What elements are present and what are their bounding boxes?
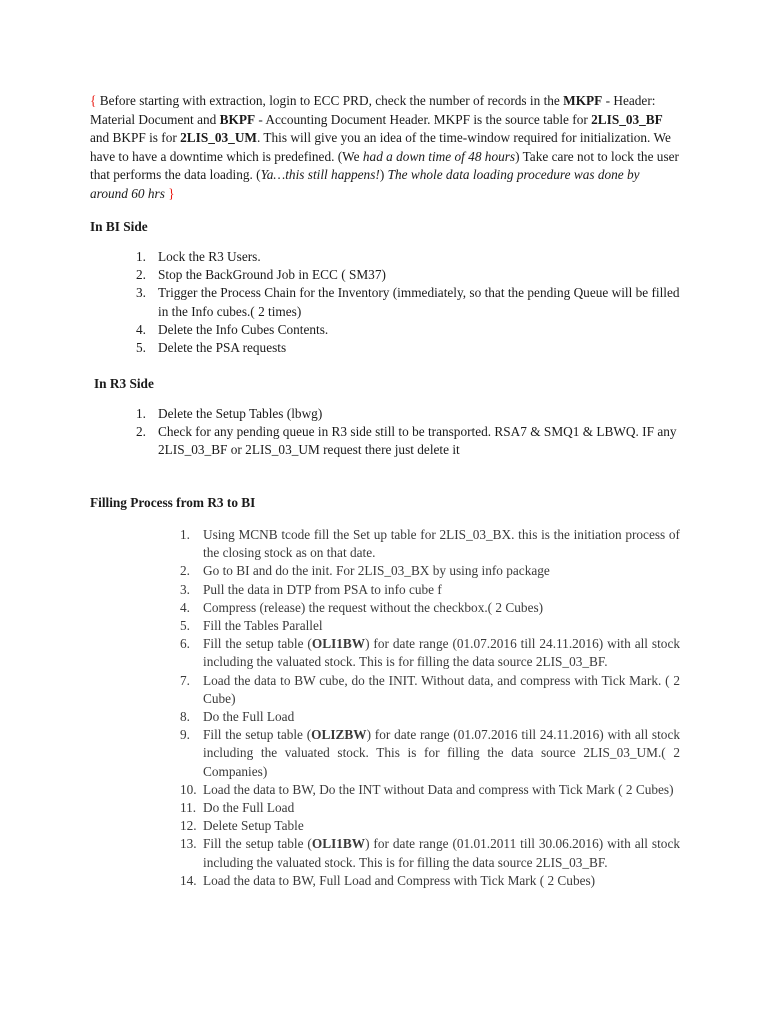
filling-process-list — [180, 526, 680, 890]
heading-bi-side: In BI Side — [90, 219, 148, 234]
list-item: 2. Check for any pending queue in R3 side still to be transported. RSA7 & SMQ1 & LBWQ. IF any 2LIS_03_BF or 2LIS_03_UM request there just delete it — [136, 424, 677, 458]
list-item: 3. Pull the data in DTP from PSA to info cube f — [180, 581, 442, 597]
intro-bold-2lis-um: 2LIS_03_UM — [180, 130, 257, 146]
list-item: 3. Trigger the Process Chain for the Inventory (immediately, so that the pending Queue will be filled in the Info cubes.( 2 times) — [136, 285, 680, 319]
list-item: 1. Lock the R3 Users. — [136, 249, 261, 264]
intro-italic-happens: Ya…this still happens! — [260, 167, 380, 183]
heading-r3-side: In R3 Side — [94, 376, 154, 391]
list-item: 6. Fill the setup table (OLI1BW) for date range (01.07.2016 till 24.11.2016) with all stock including the valuated stock. This is for filling the data source 2LIS_03_BF. — [180, 636, 681, 670]
list-item: 2. Stop the BackGround Job in ECC ( SM37) — [136, 267, 386, 283]
list-item: 11. Do the Full Load — [180, 800, 295, 816]
intro-italic-downtime: had a down time of 48 hours — [362, 148, 516, 164]
list-item: 8. Do the Full Load — [180, 709, 295, 725]
intro-text-6: ) Take care not to lock the user that performs the data loading. ( — [90, 148, 679, 183]
open-brace: { — [90, 93, 97, 108]
list-item: 4. Delete the Info Cubes Contents. — [136, 321, 329, 337]
intro-bold-mkpf: MKPF — [563, 93, 603, 108]
intro-bold-bkpf: BKPF — [219, 111, 256, 127]
r3-side-list — [136, 405, 681, 460]
intro-bold-2lis-bf: 2LIS_03_BF — [591, 111, 663, 127]
list-item: 9. Fill the setup table (OLIZBW) for date range (01.07.2016 till 24.11.2016) with all stock including the valuated stock. This is for filling the data source 2LIS_03_UM.( 2 Companies) — [180, 727, 680, 779]
list-item: 1. Using MCNB tcode fill the Set up table for 2LIS_03_BX. this is the initiation process of the closing stock as on that date. — [180, 527, 680, 561]
close-brace: } — [164, 185, 175, 201]
intro-text-4: and BKPF is for — [90, 130, 181, 146]
list-item: 12. Delete Setup Table — [180, 818, 304, 834]
list-item: 7. Load the data to BW cube, do the INIT. Without data, and compress with Tick Mark. ( 2 Cube) — [180, 672, 680, 706]
intro-paragraph — [90, 92, 680, 204]
list-item: 5. Fill the Tables Parallel — [180, 618, 323, 634]
bi-side-list — [136, 248, 681, 357]
list-item: 4. Compress (release) the request without the checkbox.( 2 Cubes) — [180, 599, 544, 615]
intro-text-2: - Header: Material Document and — [90, 93, 656, 127]
list-item: 5. Delete the PSA requests — [136, 340, 287, 356]
intro-italic-procedure: The whole data loading procedure was done by around 60 hrs — [90, 167, 640, 201]
list-item: 10. Load the data to BW, Do the INT without Data and compress with Tick Mark ( 2 Cubes) — [180, 781, 674, 797]
intro-text-7: ) — [379, 167, 388, 183]
heading-filling-process: Filling Process from R3 to BI — [90, 495, 256, 510]
list-item: 14. Load the data to BW, Full Load and Compress with Tick Mark ( 2 Cubes) — [180, 872, 596, 888]
list-item: 2. Go to BI and do the init. For 2LIS_03_BX by using info package — [180, 563, 550, 579]
intro-text-1: Before starting with extraction, login to ECC PRD, check the number of records in the — [96, 93, 564, 108]
intro-text-3: - Accounting Document Header. MKPF is the source table for — [255, 111, 592, 127]
list-item: 1. Delete the Setup Tables (lbwg) — [136, 406, 323, 421]
list-item: 13. Fill the setup table (OLI1BW) for date range (01.01.2011 till 30.06.2016) with all stock including the valuated stock. This is for filling the data source 2LIS_03_BF. — [180, 836, 681, 870]
intro-text-5: . This will give you an idea of the time-window required for initialization. We have to have a downtime which is predefined. (We — [90, 130, 671, 164]
